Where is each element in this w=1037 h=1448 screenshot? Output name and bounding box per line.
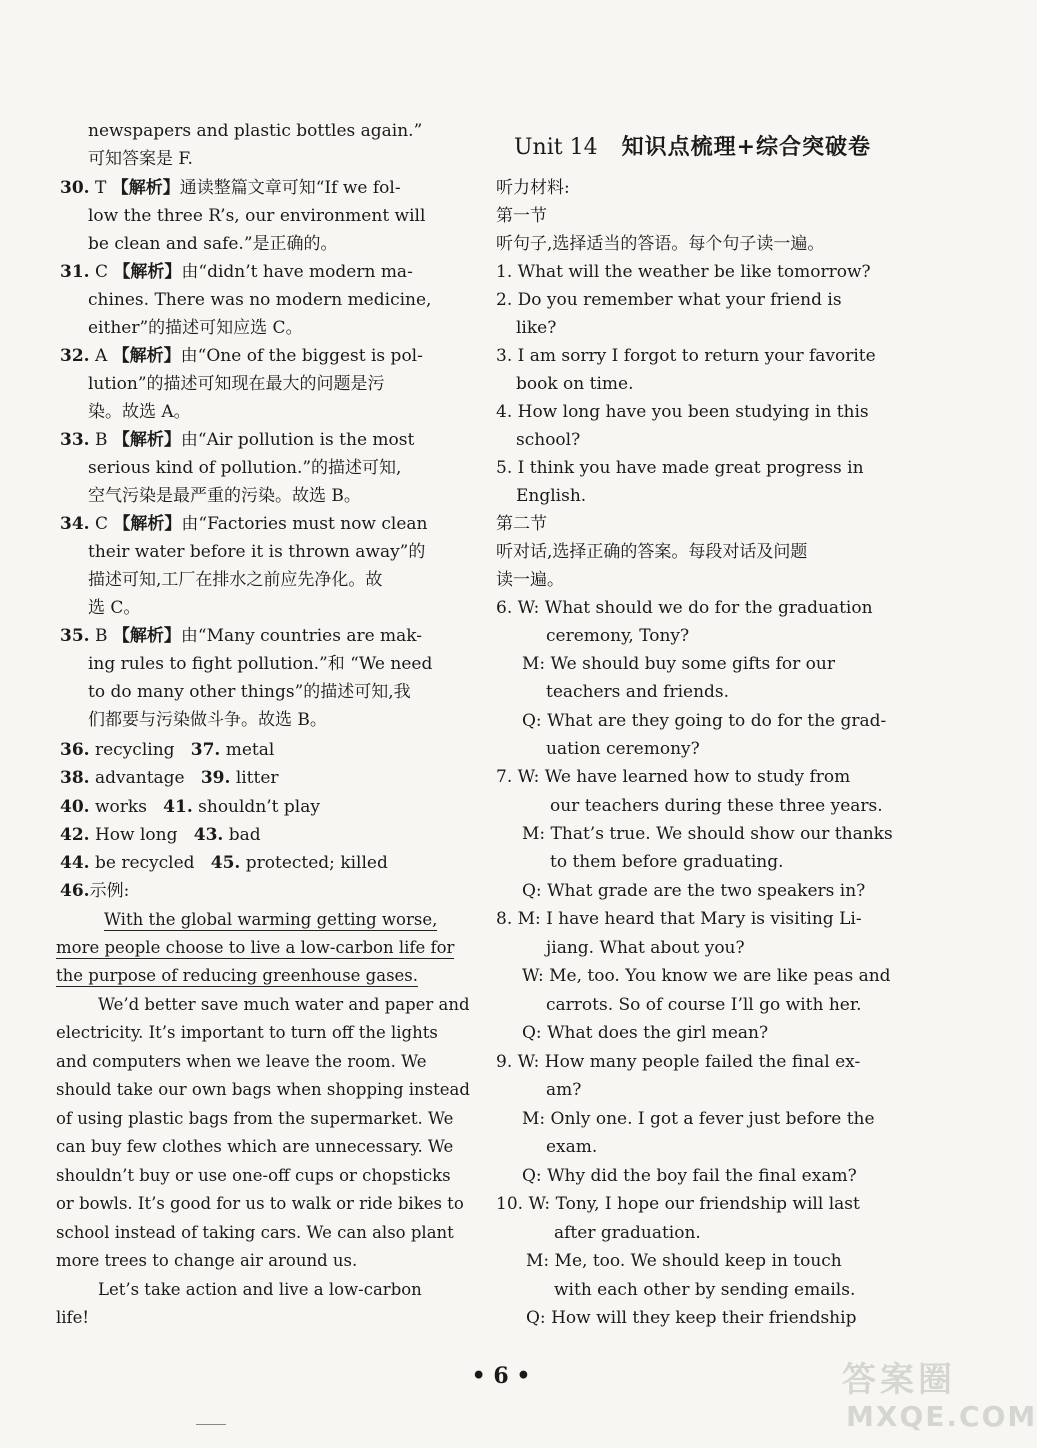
dialogue-line: M: Me, too. We should keep in touch bbox=[526, 1251, 842, 1271]
essay-line: electricity. It’s important to turn off the lights bbox=[56, 1023, 438, 1042]
dialogue-line: 9. W: How many people failed the final ex- bbox=[496, 1052, 861, 1072]
text-line: 选 C。 bbox=[88, 598, 141, 618]
essay-topic-line: the purpose of reducing greenhouse gases. bbox=[56, 966, 419, 985]
answer-35: 35. B 【解析】由“Many countries are mak- bbox=[60, 626, 423, 646]
essay-topic-line: With the global warming getting worse, bbox=[104, 910, 438, 929]
essay-line: We’d better save much water and paper and bbox=[98, 995, 470, 1014]
question-line: school? bbox=[516, 430, 581, 450]
text-line: 们都要与污染做斗争。故选 B。 bbox=[88, 710, 327, 730]
text-line: be clean and safe.”是正确的。 bbox=[88, 234, 338, 254]
essay-line: shouldn’t buy or use one-off cups or chopsticks bbox=[56, 1166, 451, 1185]
essay-line: or bowls. It’s good for us to walk or ride bikes to bbox=[56, 1194, 464, 1213]
watermark-logo bbox=[832, 1352, 1037, 1442]
essay-line: school instead of taking cars. We can also plant bbox=[56, 1223, 454, 1242]
answer-33: 33. B 【解析】由“Air pollution is the most bbox=[60, 430, 415, 450]
question-line: book on time. bbox=[516, 374, 634, 394]
question-line: 5. I think you have made great progress in bbox=[496, 458, 864, 478]
dialogue-line: our teachers during these three years. bbox=[550, 796, 883, 816]
answer-pair: 44. be recycled 45. protected; killed bbox=[60, 853, 388, 873]
dialogue-line: 10. W: Tony, I hope our friendship will last bbox=[496, 1194, 860, 1214]
dialogue-line: M: Only one. I got a fever just before the bbox=[522, 1109, 875, 1129]
dialogue-line: carrots. So of course I’ll go with her. bbox=[546, 995, 862, 1015]
text-line: 第二节 bbox=[496, 514, 547, 534]
answer-30: 30. T 【解析】通读整篇文章可知“If we fol- bbox=[60, 178, 401, 198]
text-line: newspapers and plastic bottles again.” bbox=[88, 121, 423, 141]
text-line: 第一节 bbox=[496, 206, 547, 226]
dialogue-line: M: We should buy some gifts for our bbox=[522, 654, 835, 674]
dialogue-line: uation ceremony? bbox=[546, 739, 700, 759]
answer-31: 31. C 【解析】由“didn’t have modern ma- bbox=[60, 262, 413, 282]
dialogue-line: Q: What does the girl mean? bbox=[522, 1023, 769, 1043]
dialogue-line: teachers and friends. bbox=[546, 682, 730, 702]
watermark-url: MXQE.COM bbox=[846, 1400, 1037, 1433]
text-line: 读一遍。 bbox=[496, 570, 564, 590]
dialogue-line: M: That’s true. We should show our thanks bbox=[522, 824, 893, 844]
dialogue-line: Q: How will they keep their friendship bbox=[526, 1308, 857, 1328]
essay-line: and computers when we leave the room. We bbox=[56, 1052, 427, 1071]
question-line: English. bbox=[516, 486, 587, 506]
page-number: • 6 • bbox=[471, 1363, 531, 1389]
dialogue-line: jiang. What about you? bbox=[546, 938, 745, 958]
question-line: 1. What will the weather be like tomorrow? bbox=[496, 262, 871, 282]
essay-line: Let’s take action and live a low-carbon bbox=[98, 1280, 422, 1299]
dialogue-line: exam. bbox=[546, 1137, 598, 1157]
dialogue-line: 7. W: We have learned how to study from bbox=[496, 767, 851, 787]
question-line: 3. I am sorry I forgot to return your favorite bbox=[496, 346, 876, 366]
text-line: 空气污染是最严重的污染。故选 B。 bbox=[88, 486, 361, 506]
answer-34: 34. C 【解析】由“Factories must now clean bbox=[60, 514, 428, 534]
text-line: either”的描述可知应选 C。 bbox=[88, 318, 303, 338]
section-heading: 知识点梳理+综合突破卷 bbox=[621, 134, 872, 160]
text-line: chines. There was no modern medicine, bbox=[88, 290, 432, 310]
essay-line: can buy few clothes which are unnecessary. We bbox=[56, 1137, 454, 1156]
dialogue-line: after graduation. bbox=[554, 1223, 701, 1243]
essay-label: 46.示例: bbox=[60, 881, 130, 901]
watermark-text: 答案圈 bbox=[842, 1360, 956, 1400]
question-line: like? bbox=[516, 318, 557, 338]
unit-label: Unit 14 bbox=[514, 135, 598, 160]
text-line: serious kind of pollution.”的描述可知, bbox=[88, 458, 402, 478]
dialogue-line: with each other by sending emails. bbox=[554, 1280, 856, 1300]
dialogue-line: Q: Why did the boy fail the final exam? bbox=[522, 1166, 857, 1186]
text-line: 听对话,选择正确的答案。每段对话及问题 bbox=[496, 542, 808, 562]
essay-line: life! bbox=[56, 1308, 90, 1327]
dialogue-line: ceremony, Tony? bbox=[546, 626, 690, 646]
answer-32: 32. A 【解析】由“One of the biggest is pol- bbox=[60, 346, 423, 366]
dialogue-line: Q: What are they going to do for the grad- bbox=[522, 711, 887, 731]
question-line: 2. Do you remember what your friend is bbox=[496, 290, 842, 310]
text-line: 听句子,选择适当的答语。每个句子读一遍。 bbox=[496, 234, 825, 254]
text-line: low the three R’s, our environment will bbox=[88, 206, 426, 226]
text-line: 描述可知,工厂在排水之前应先净化。故 bbox=[88, 570, 383, 590]
dialogue-line: to them before graduating. bbox=[550, 852, 784, 872]
text-line: their water before it is thrown away”的 bbox=[88, 542, 426, 562]
footer-divider bbox=[196, 1424, 226, 1425]
answer-pair: 40. works 41. shouldn’t play bbox=[60, 797, 320, 817]
essay-line: should take our own bags when shopping instead bbox=[56, 1080, 470, 1099]
essay-line: more trees to change air around us. bbox=[56, 1251, 358, 1270]
text-line: 听力材料: bbox=[496, 178, 570, 198]
text-line: to do many other things”的描述可知,我 bbox=[88, 682, 411, 702]
text-line: 可知答案是 F. bbox=[88, 149, 193, 169]
dialogue-line: am? bbox=[546, 1080, 582, 1100]
text-line: 染。故选 A。 bbox=[88, 402, 191, 422]
essay-topic-line: more people choose to live a low-carbon life for bbox=[56, 938, 455, 957]
essay-line: of using plastic bags from the supermarket. We bbox=[56, 1109, 454, 1128]
dialogue-line: 6. W: What should we do for the graduation bbox=[496, 598, 873, 618]
dialogue-line: W: Me, too. You know we are like peas and bbox=[522, 966, 891, 986]
dialogue-line: 8. M: I have heard that Mary is visiting Li- bbox=[496, 909, 862, 929]
answer-pair: 36. recycling 37. metal bbox=[60, 740, 275, 760]
answer-pair: 38. advantage 39. litter bbox=[60, 768, 279, 788]
text-line: ing rules to fight pollution.”和 “We need bbox=[88, 654, 433, 674]
dialogue-line: Q: What grade are the two speakers in? bbox=[522, 881, 866, 901]
answer-pair: 42. How long 43. bad bbox=[60, 825, 261, 845]
question-line: 4. How long have you been studying in this bbox=[496, 402, 869, 422]
text-line: lution”的描述可知现在最大的问题是污 bbox=[88, 374, 385, 394]
section-title bbox=[514, 132, 871, 163]
